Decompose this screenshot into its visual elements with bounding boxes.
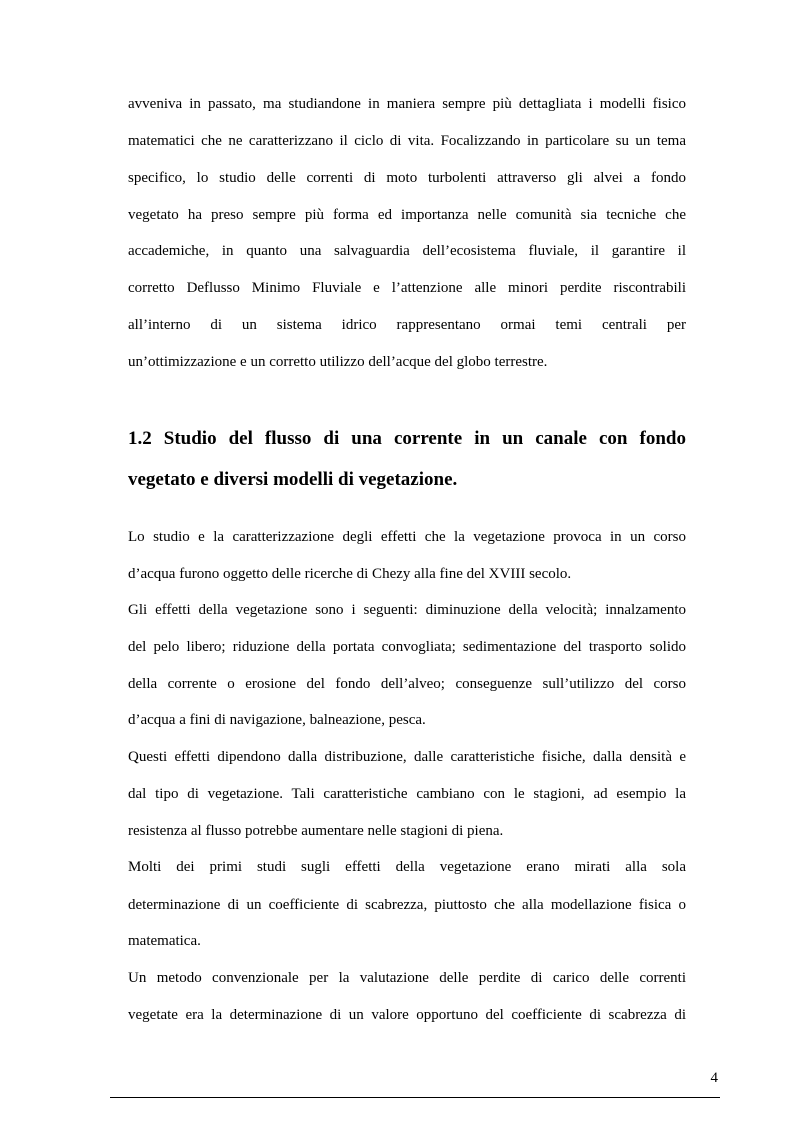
text-line: Gli effetti della vegetazione sono i seguenti: diminuzione della velocità; innalzamento bbox=[128, 602, 686, 618]
text-line: determinazione di un coefficiente di scabrezza, piuttosto che alla modellazione fisica o bbox=[128, 897, 686, 913]
text-line: Lo studio e la caratterizzazione degli effetti che la vegetazione provoca in un corso bbox=[128, 529, 686, 545]
text-line: resistenza al flusso potrebbe aumentare nelle stagioni di piena. bbox=[128, 823, 504, 839]
text-line: d’acqua furono oggetto delle ricerche di Chezy alla fine del XVIII secolo. bbox=[128, 566, 572, 582]
footer-divider bbox=[110, 1097, 720, 1098]
text-line: avveniva in passato, ma studiandone in maniera sempre più dettagliata i modelli fisico bbox=[128, 96, 686, 112]
text-line: all’interno di un sistema idrico rappresentano ormai temi centrali per bbox=[128, 317, 686, 333]
text-line: d’acqua a fini di navigazione, balneazione, pesca. bbox=[128, 712, 426, 728]
text-line: dal tipo di vegetazione. Tali caratteristiche cambiano con le stagioni, ad esempio la bbox=[128, 786, 686, 802]
text-line: specifico, lo studio delle correnti di moto turbolenti attraverso gli alvei a fondo bbox=[128, 170, 686, 186]
page-number: 4 bbox=[710, 1070, 718, 1086]
text-line: vegetato ha preso sempre più forma ed importanza nelle comunità sia tecniche che bbox=[128, 207, 686, 223]
text-line: Un metodo convenzionale per la valutazione delle perdite di carico delle correnti bbox=[128, 970, 686, 986]
text-line: corretto Deflusso Minimo Fluviale e l’attenzione alle minori perdite riscontrabili bbox=[128, 280, 686, 296]
text-line: un’ottimizzazione e un corretto utilizzo dell’acque del globo terrestre. bbox=[128, 354, 548, 370]
text-line: Questi effetti dipendono dalla distribuzione, dalle caratteristiche fisiche, dalla densità e bbox=[128, 749, 686, 765]
text-line: accademiche, in quanto una salvaguardia dell’ecosistema fluviale, il garantire il bbox=[128, 243, 686, 259]
heading-line: vegetato e diversi modelli di vegetazione. bbox=[128, 469, 458, 490]
text-line: Molti dei primi studi sugli effetti della vegetazione erano mirati alla sola bbox=[128, 859, 686, 875]
text-line: vegetate era la determinazione di un valore opportuno del coefficiente di scabrezza di bbox=[128, 1007, 686, 1023]
text-line: matematica. bbox=[128, 933, 201, 949]
heading-line: 1.2 Studio del flusso di una corrente in un canale con fondo bbox=[128, 428, 686, 449]
text-line: del pelo libero; riduzione della portata convogliata; sedimentazione del trasporto solido bbox=[128, 639, 686, 655]
text-line: matematici che ne caratterizzano il ciclo di vita. Focalizzando in particolare su un tema bbox=[128, 133, 686, 149]
text-line: della corrente o erosione del fondo dell’alveo; conseguenze sull’utilizzo del corso bbox=[128, 676, 686, 692]
